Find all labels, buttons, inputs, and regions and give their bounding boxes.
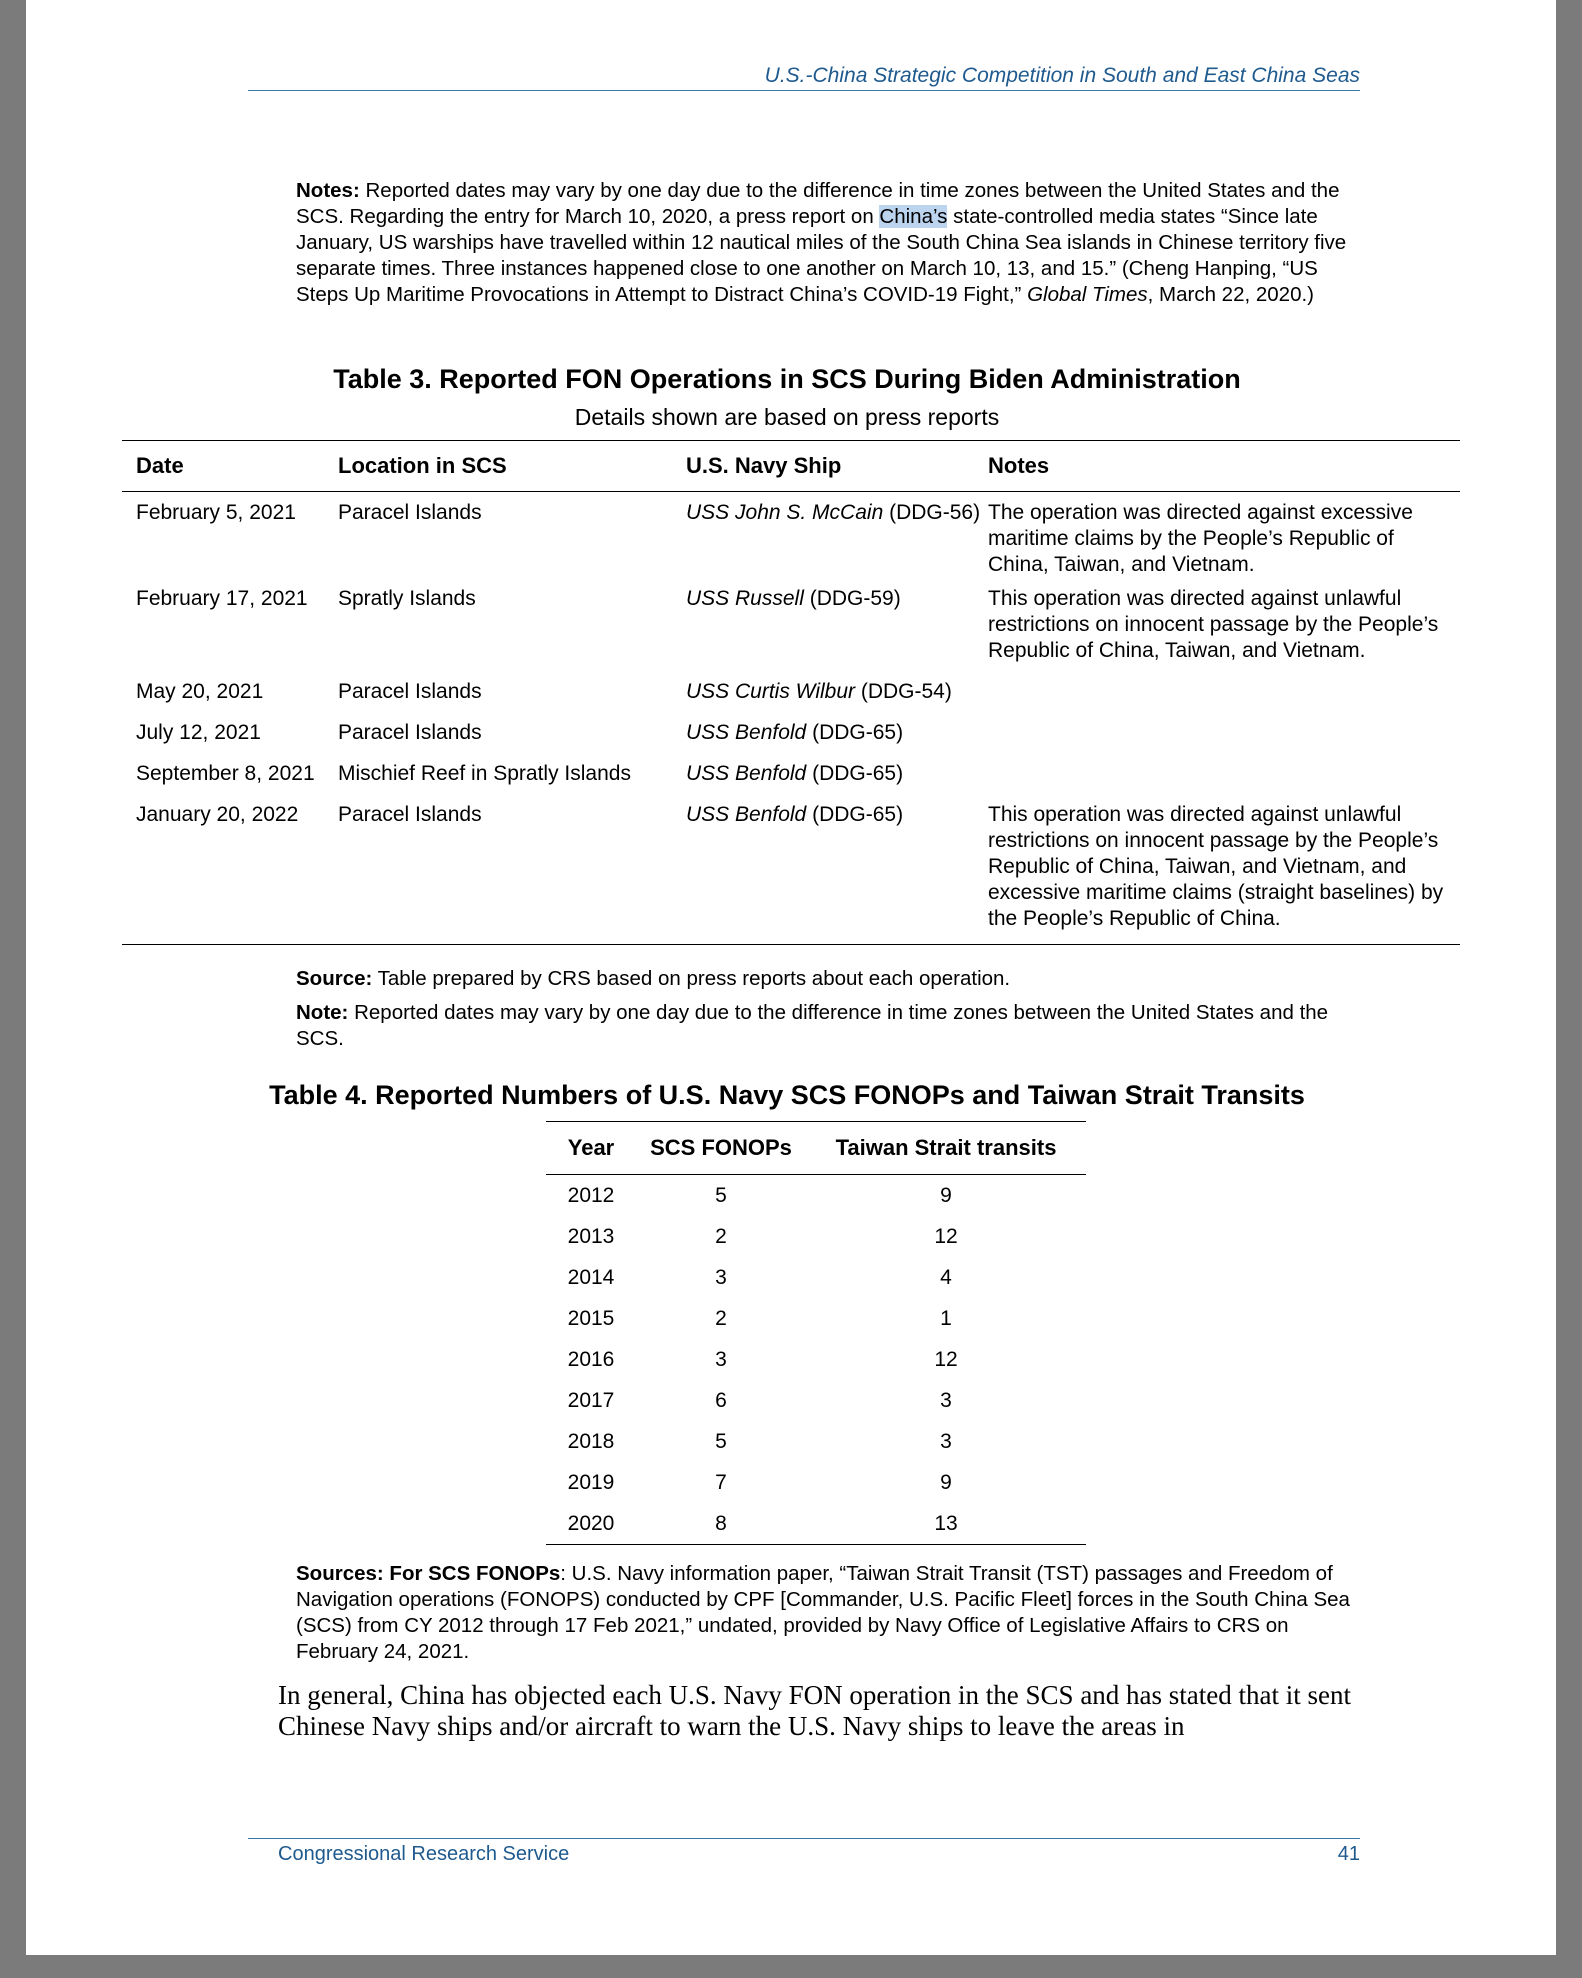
table-row (546, 1298, 1086, 1339)
ship-name: USS Curtis Wilbur (686, 680, 856, 703)
cell-transits: 9 (940, 1183, 952, 1207)
cell-year: 2015 (567, 1306, 615, 1330)
source-text: Table prepared by CRS based on press reports about each operation. (372, 967, 1011, 990)
table-row (546, 1421, 1086, 1462)
ship-hull: (DDG-65) (806, 762, 904, 785)
cell-fonops: 5 (715, 1429, 727, 1453)
table3-header-date: Date (136, 453, 184, 478)
table-row (546, 1462, 1086, 1503)
table-row (546, 1257, 1086, 1298)
row-notes (988, 761, 1458, 802)
cell-transits: 1 (940, 1306, 952, 1330)
notes-text-a: Reported dates may vary by one day due to the difference in time zones between the United States and the SCS. Regarding the entry for March 10, 2020, a press report on (296, 179, 1340, 228)
table-row (122, 802, 1460, 944)
row-date: February 5, 2021 (136, 501, 296, 524)
row-date: February 17, 2021 (136, 587, 308, 610)
ship-hull: (DDG-65) (806, 721, 904, 744)
cell-year: 2012 (567, 1183, 615, 1207)
cell-fonops: 3 (715, 1347, 727, 1371)
cell-transits: 3 (940, 1388, 952, 1412)
cell-transits: 4 (940, 1265, 952, 1289)
notes-paragraph (296, 178, 1356, 308)
cell-year: 2013 (567, 1224, 615, 1248)
row-location: Paracel Islands (338, 721, 482, 744)
table4-title: Table 4. Reported Numbers of U.S. Navy SCS FONOPs and Taiwan Strait Transits (269, 1080, 1305, 1110)
cell-fonops: 2 (715, 1306, 727, 1330)
cell-year: 2014 (567, 1265, 615, 1289)
table-row (122, 679, 1460, 720)
cell-transits: 12 (934, 1224, 958, 1248)
cell-fonops: 6 (715, 1388, 727, 1412)
selected-text[interactable]: China’s (879, 205, 948, 228)
body-paragraph: In general, China has objected each U.S. Navy FON operation in the SCS and has stated that it sent Chinese Navy ships and/or aircraft to warn the U.S. Navy ships to leave the areas in (278, 1680, 1352, 1741)
cell-year: 2018 (567, 1429, 615, 1453)
cell-fonops: 8 (715, 1511, 727, 1535)
table3-source (296, 966, 1356, 992)
ship-hull: (DDG-59) (803, 587, 901, 610)
header-title: U.S.-China Strategic Competition in South and East China Seas (764, 64, 1360, 87)
ship-hull: (DDG-54) (855, 680, 952, 703)
cell-transits: 12 (934, 1347, 958, 1371)
table-row (546, 1216, 1086, 1257)
cell-fonops: 7 (715, 1470, 727, 1494)
page-footer (248, 1838, 1360, 1866)
table4-header-transits: Taiwan Strait transits (835, 1135, 1057, 1160)
table-row (122, 720, 1460, 761)
table3-title: Table 3. Reported FON Operations in SCS During Biden Administration (333, 364, 1241, 394)
row-location: Spratly Islands (338, 587, 476, 610)
ship-hull: (DDG-56) (883, 501, 981, 524)
row-ship (684, 586, 988, 679)
ship-name: USS John S. McCain (686, 501, 884, 524)
cell-year: 2016 (567, 1347, 615, 1371)
source-label: Source: (296, 967, 373, 990)
table3-subtitle: Details shown are based on press reports (574, 404, 1000, 430)
note-label: Note: (296, 1001, 349, 1024)
table3-header-row (122, 441, 1460, 492)
row-location: Paracel Islands (338, 680, 482, 703)
table4-header-year: Year (567, 1135, 615, 1160)
table-row (546, 1380, 1086, 1421)
ship-name: USS Benfold (686, 721, 807, 744)
row-notes (988, 720, 1458, 761)
row-ship (684, 720, 988, 761)
table3-header-ship: U.S. Navy Ship (686, 453, 842, 478)
table3-note (296, 1000, 1356, 1052)
table-row (122, 586, 1460, 679)
ship-name: USS Benfold (686, 762, 807, 785)
cell-year: 2020 (567, 1511, 615, 1535)
row-ship (684, 802, 988, 944)
table4-header-fonops: SCS FONOPs (650, 1135, 792, 1160)
table3-header-location: Location in SCS (338, 453, 507, 478)
ship-name: USS Benfold (686, 803, 807, 826)
table3 (122, 440, 1460, 945)
row-date: July 12, 2021 (136, 721, 261, 744)
cell-fonops: 5 (715, 1183, 727, 1207)
document-page (26, 0, 1556, 1955)
notes-label: Notes: (296, 179, 360, 202)
table-row (546, 1503, 1086, 1544)
row-notes (988, 679, 1458, 720)
row-notes: This operation was directed against unlawful restrictions on innocent passage by the People’s Republic of China, Taiwan, and Vietnam, and excessive maritime claims (straight baselines) by the People’s Republic of China. (988, 803, 1444, 930)
table-row (122, 492, 1460, 586)
row-notes: The operation was directed against excessive maritime claims by the People’s Republic of China, Taiwan, and Vietnam. (988, 501, 1413, 576)
cell-transits: 13 (934, 1511, 958, 1535)
row-ship (684, 500, 988, 586)
page-number: 41 (1337, 1843, 1360, 1865)
table-row (546, 1175, 1086, 1216)
notes-text-b: state-controlled media states “Since late January, US warships have travelled within 12 nautical miles of the South China Sea islands in Chinese territory five separate times. Three instances happened close to one another on March 10, 13, and 15.” (Cheng Hanping, “US Steps Up Maritime Provocations in Attempt to Distract China’s COVID-19 Fight,” (296, 205, 1347, 306)
footer-organization: Congressional Research Service (278, 1843, 570, 1865)
table-row (122, 761, 1460, 802)
table3-header-notes: Notes (988, 453, 1050, 478)
sources-label: Sources: For SCS FONOPs (296, 1562, 561, 1585)
table4-header-row (546, 1122, 1086, 1175)
cell-transits: 9 (940, 1470, 952, 1494)
row-date: January 20, 2022 (136, 803, 299, 826)
row-ship (684, 679, 988, 720)
row-location: Paracel Islands (338, 501, 482, 524)
table4-sources (296, 1561, 1356, 1665)
cell-fonops: 2 (715, 1224, 727, 1248)
cell-year: 2017 (567, 1388, 615, 1412)
cell-fonops: 3 (715, 1265, 727, 1289)
table4 (546, 1121, 1086, 1545)
running-header (248, 64, 1360, 91)
row-date: May 20, 2021 (136, 680, 264, 703)
notes-text-c: , March 22, 2020.) (1147, 283, 1315, 306)
notes-source-italic: Global Times (1027, 283, 1148, 306)
ship-hull: (DDG-65) (806, 803, 904, 826)
table-row (546, 1339, 1086, 1380)
row-location: Paracel Islands (338, 803, 482, 826)
cell-transits: 3 (940, 1429, 952, 1453)
cell-year: 2019 (567, 1470, 615, 1494)
row-date: September 8, 2021 (136, 762, 315, 785)
sources-text: : U.S. Navy information paper, “Taiwan Strait Transit (TST) passages and Freedom of Navigation operations (FONOPS) conducted by CPF [Commander, U.S. Pacific Fleet] forces in the South China Sea (SCS) from CY 2012 through 17 Feb 2021,” undated, provided by Navy Office of Legislative Affairs to CRS on February 24, 2021. (296, 1562, 1350, 1663)
row-location: Mischief Reef in Spratly Islands (338, 762, 631, 785)
note-text: Reported dates may vary by one day due to the difference in time zones between the United States and the SCS. (296, 1001, 1329, 1050)
row-ship (684, 761, 988, 802)
row-notes: This operation was directed against unlawful restrictions on innocent passage by the People’s Republic of China, Taiwan, and Vietnam. (988, 587, 1439, 662)
ship-name: USS Russell (686, 587, 804, 610)
